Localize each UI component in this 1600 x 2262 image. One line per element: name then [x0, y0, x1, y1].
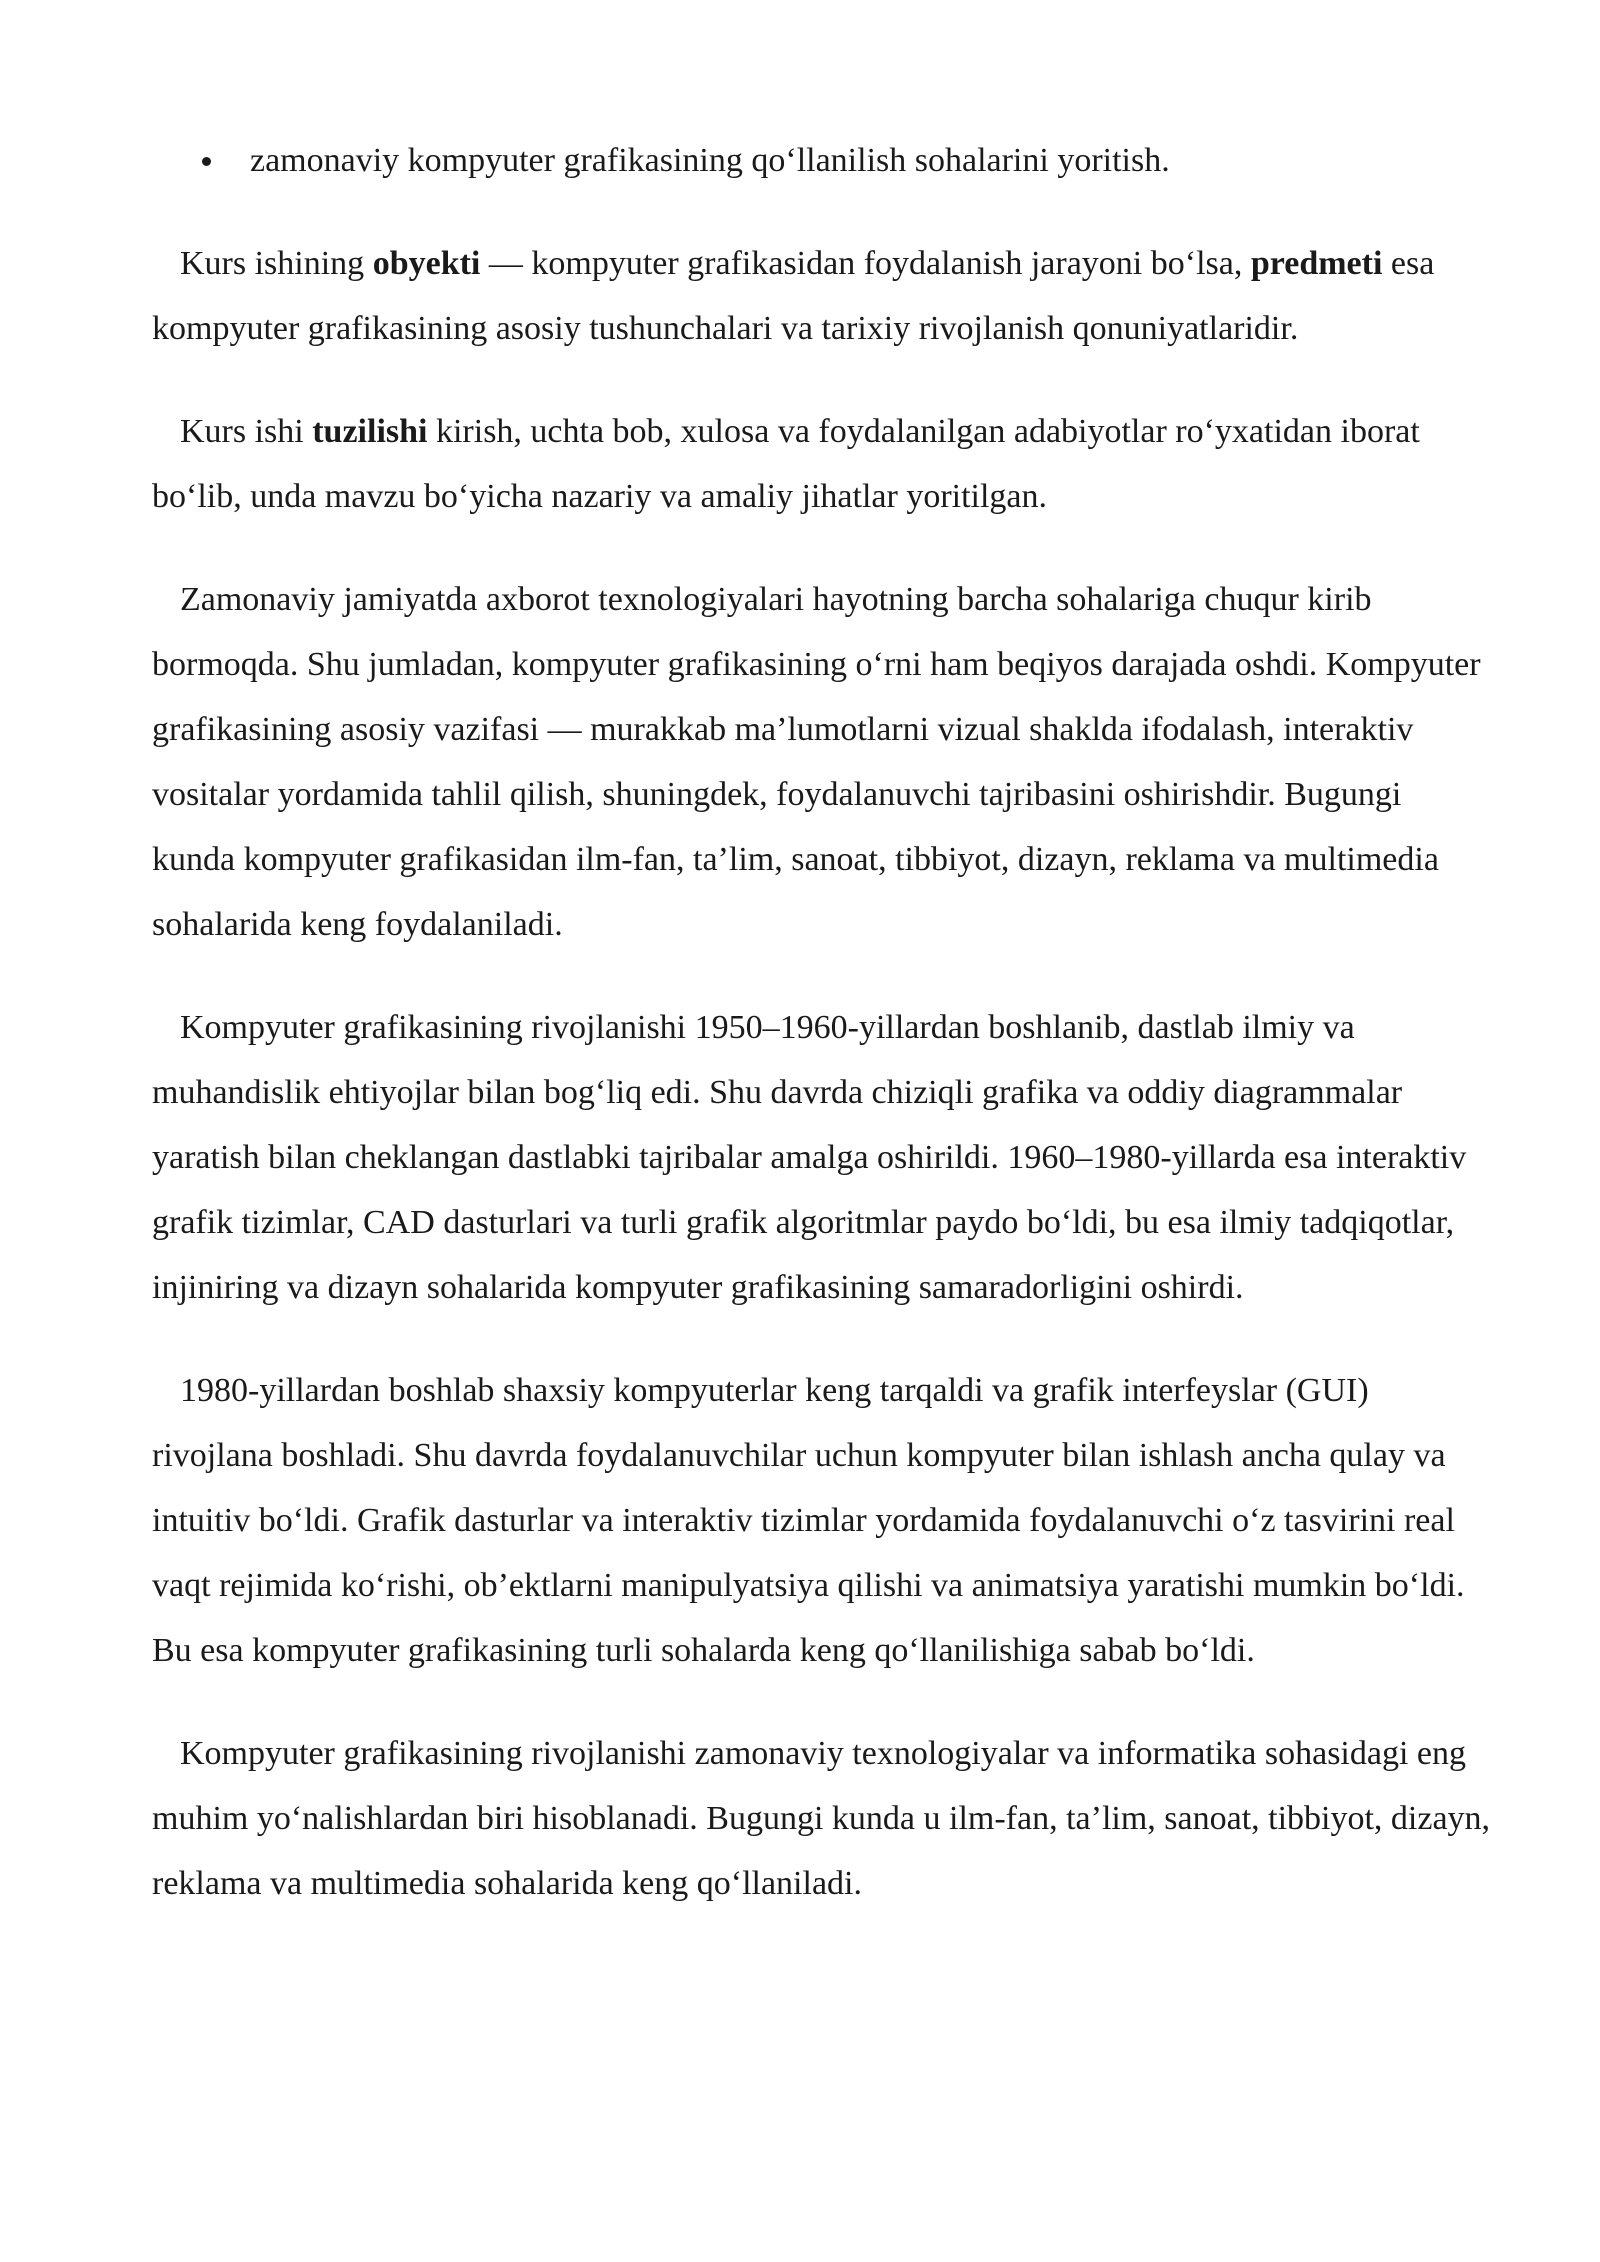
paragraph-object-subject	[152, 231, 1492, 361]
document-page	[152, 128, 1492, 1954]
paragraph-conclusion: Kompyuter grafikasining rivojlanishi zamonaviy texnologiyalar va informatika sohasidagi eng muhim yo‘nalishlardan biri hisoblanadi. Bugungi kunda u ilm-fan, ta’lim, sanoat, tibbiyot, dizayn, reklama va multimedia sohalarida keng qo‘llaniladi.	[152, 1735, 1491, 1902]
bold-term-subject: predmeti	[1250, 245, 1383, 282]
paragraph-structure	[152, 399, 1492, 529]
list-item	[152, 128, 1492, 193]
paragraph-history-1980: 1980-yillardan boshlab shaxsiy kompyuterlar keng tarqaldi va grafik interfeyslar (GUI) rivojlana boshladi. Shu davrda foydalanuvchilar uchun kompyuter bilan ishlash ancha qulay va intuitiv bo‘ldi. Grafik dasturlar va interaktiv tizimlar yordamida foydalanuvchi o‘z tasvirini real vaqt rejimida ko‘rishi, ob’ektlarni manipulyatsiya qilishi va animatsiya yaratishi mumkin bo‘ldi. Bu esa kompyuter grafikasining turli sohalarda keng qo‘llanilishiga sabab bo‘ldi.	[152, 1372, 1465, 1669]
paragraph-text: Kurs ishi	[180, 413, 313, 450]
objectives-list	[152, 128, 1492, 193]
bold-term-structure: tuzilishi	[312, 413, 428, 450]
paragraph-text: kirish, uchta bob, xulosa va foydalanilgan adabiyotlar ro‘yxatidan iborat bo‘lib, unda mavzu bo‘yicha nazariy va amaliy jihatlar yoritilgan.	[152, 413, 1420, 515]
bullet-icon	[202, 157, 211, 166]
paragraph-text: esa kompyuter grafikasining asosiy tushunchalari va tarixiy rivojlanish qonuniyatlaridir.	[152, 245, 1435, 347]
paragraph-text: — kompyuter grafikasidan foydalanish jarayoni bo‘lsa,	[480, 245, 1251, 282]
paragraph-text: Kurs ishining	[180, 245, 373, 282]
paragraph-history-1950-1980: Kompyuter grafikasining rivojlanishi 1950–1960-yillardan boshlanib, dastlab ilmiy va muhandislik ehtiyojlar bilan bog‘liq edi. Shu davrda chiziqli grafika va oddiy diagrammalar yaratish bilan cheklangan dastlabki tajribalar amalga oshirildi. 1960–1980-yillarda esa interaktiv grafik tizimlar, CAD dasturlari va turli grafik algoritmlar paydo bo‘ldi, bu esa ilmiy tadqiqotlar, injiniring va dizayn sohalarida kompyuter grafikasining samaradorligini oshirdi.	[152, 1009, 1467, 1306]
paragraph-modern-society: Zamonaviy jamiyatda axborot texnologiyalari hayotning barcha sohalariga chuqur kirib bormoqda. Shu jumladan, kompyuter grafikasining o‘rni ham beqiyos darajada oshdi. Kompyuter grafikasining asosiy vazifasi — murakkab ma’lumotlarni vizual shaklda ifodalash, interaktiv vositalar yordamida tahlil qilish, shuningdek, foydalanuvchi tajribasini oshirishdir. Bugungi kunda kompyuter grafikasidan ilm-fan, ta’lim, sanoat, tibbiyot, dizayn, reklama va multimedia sohalarida keng foydalaniladi.	[152, 581, 1481, 943]
bold-term-object: obyekti	[372, 245, 481, 282]
list-item-text: zamonaviy kompyuter grafikasining qo‘llanilish sohalarini yoritish.	[250, 142, 1170, 179]
